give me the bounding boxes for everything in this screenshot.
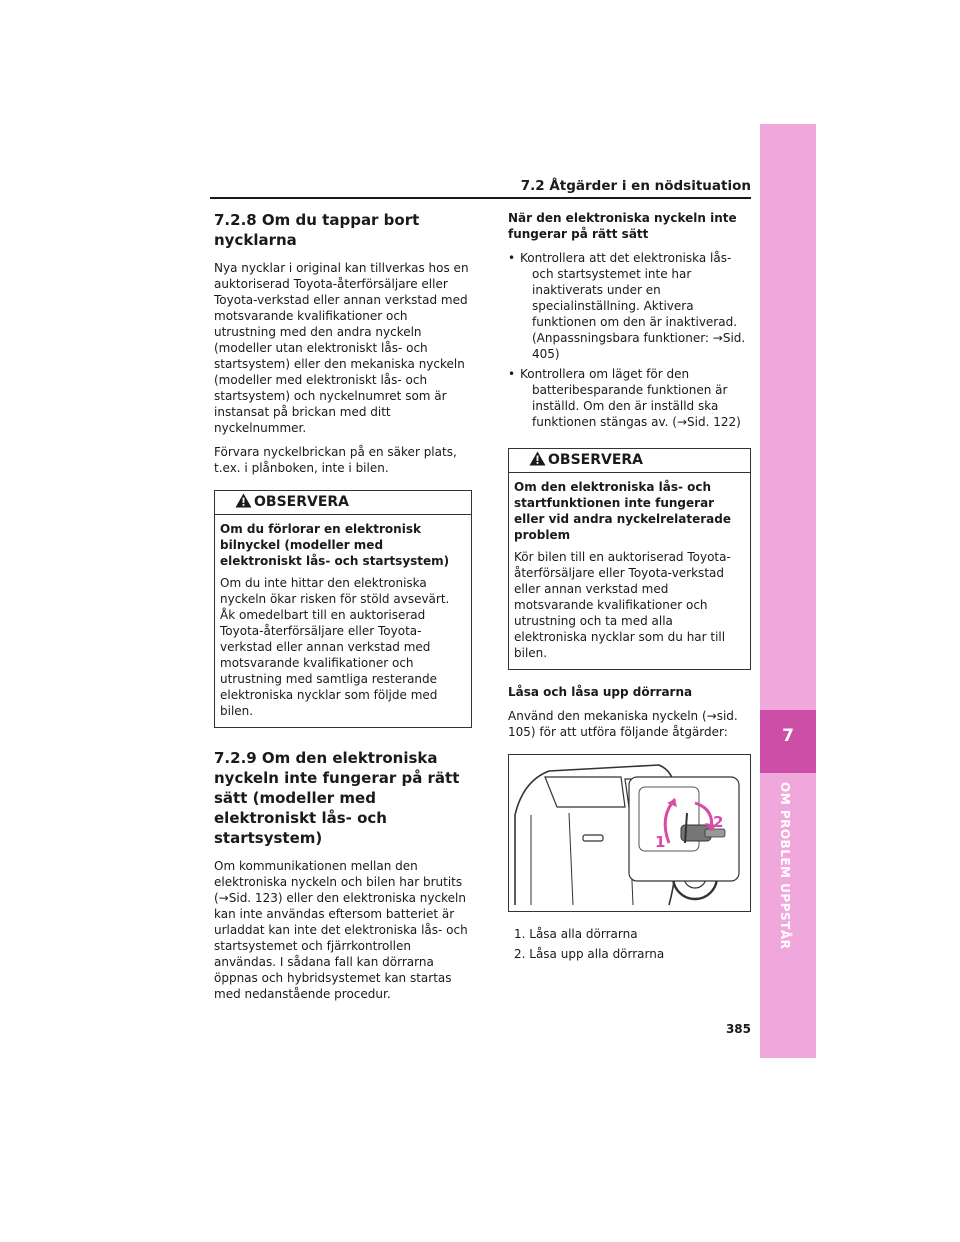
notice-body (215, 515, 471, 727)
figure-label-1: 1 (655, 833, 666, 851)
notice-title: OBSERVERA (548, 452, 644, 468)
bullet-text-rest: och startsystemet inte har inaktiverats under en specialinställning. Aktivera funktionen om den är inaktiverad. (Anpassningsbara funktioner: →Sid. 405) (532, 267, 746, 361)
right-column (508, 210, 751, 966)
bullet-text-first: Kontrollera att det elektroniska lås- (520, 251, 732, 265)
list-item: 1. Låsa alla dörrarna (514, 927, 638, 941)
section-heading-lost-keys: 7.2.8 Om du tappar bort nycklarna (214, 211, 420, 249)
notice-subtitle: Om du förlorar en elektronisk bilnyckel (modeller med elektroniskt lås- och startsystem) (220, 522, 450, 568)
notice-subtitle: Om den elektroniska lås- och startfunktionen inte fungerar eller vid andra nyckelrelaterade problem (514, 480, 732, 542)
bullet-item (508, 250, 751, 362)
paragraph: Förvara nyckelbrickan på en säker plats, t.ex. i plånboken, inte i bilen. (214, 445, 457, 475)
notice-text: Kör bilen till en auktoriserad Toyota-återförsäljare eller Toyota-verkstad eller annan verkstad med motsvarande kvalifikationer och utrustning och ta med alla elektroniska nycklar som du har till bilen. (514, 550, 731, 660)
header-rule (210, 197, 751, 199)
notice-title: OBSERVERA (254, 494, 350, 510)
paragraph: Använd den mekaniska nyckeln (→sid. 105) för att utföra följande åtgärder: (508, 709, 738, 739)
bullet-marker: • (508, 367, 516, 381)
notice-body (509, 473, 750, 669)
page-number: 385 (725, 1022, 751, 1036)
notice-text: Om du inte hittar den elektroniska nyckeln ökar risken för stöld avsevärt. Åk omedelbart till en auktoriserad Toyota-återförsäljare eller Toyota-verkstad eller annan verkstad med motsvarande kvalifikationer och utrustning med samtliga resterande elektroniska nycklar som följde med bilen. (220, 576, 450, 718)
warning-triangle-icon (235, 493, 252, 508)
list-item: 2. Låsa upp alla dörrarna (514, 947, 665, 961)
figure-label-2: 2 (713, 813, 724, 831)
steps-list (508, 926, 751, 962)
notice-box (214, 490, 472, 728)
notice-box (508, 448, 751, 670)
notice-header (509, 449, 750, 473)
bullet-marker: • (508, 251, 516, 265)
bullet-text-first: Kontrollera om läget för den (520, 367, 690, 381)
chapter-number: 7 (782, 726, 794, 746)
section-heading-key-malfunction: 7.2.9 Om den elektroniska nyckeln inte fungerar på rätt sätt (modeller med elektroniskt lås- och startsystem) (214, 749, 460, 847)
subheading-key-not-working: När den elektroniska nyckeln inte fungerar på rätt sätt (508, 211, 737, 241)
car-door-key-illustration (509, 755, 750, 911)
left-column (214, 210, 472, 1010)
bullet-text-rest: batteribesparande funktionen är inställd. Om den är inställd ska funktionen stängas av. (→Sid. 122) (532, 383, 741, 429)
warning-triangle-icon (529, 451, 546, 466)
subheading-lock-unlock: Låsa och låsa upp dörrarna (508, 685, 693, 699)
door-lock-illustration (508, 754, 751, 912)
bullet-item (508, 366, 751, 430)
paragraph: Om kommunikationen mellan den elektroniska nyckeln och bilen har brutits (→Sid. 123) eller den elektroniska nyckeln kan inte användas eftersom batteriet är urladdat kan inte det elektroniska lås- och startsystemet och fjärrkontrollen användas. I sådana fall kan dörrarna öppnas och hybridsystemet kan startas med nedanstående procedur. (214, 859, 468, 1001)
chapter-label: OM PROBLEM UPPSTÅR (778, 782, 792, 950)
notice-header (215, 491, 471, 515)
running-header: 7.2 Åtgärder i en nödsituation (520, 178, 751, 194)
paragraph: Nya nycklar i original kan tillverkas hos en auktoriserad Toyota-återförsäljare eller Toyota-verkstad eller annan verkstad med motsvarande kvalifikationer och utrustning med den andra nyckeln (modeller utan elektroniskt lås- och startsystem) eller den mekaniska nyckeln (modeller med elektroniskt lås- och startsystem) och nyckelnumret som är instansat på brickan med ditt nyckelnummer. (214, 261, 469, 435)
